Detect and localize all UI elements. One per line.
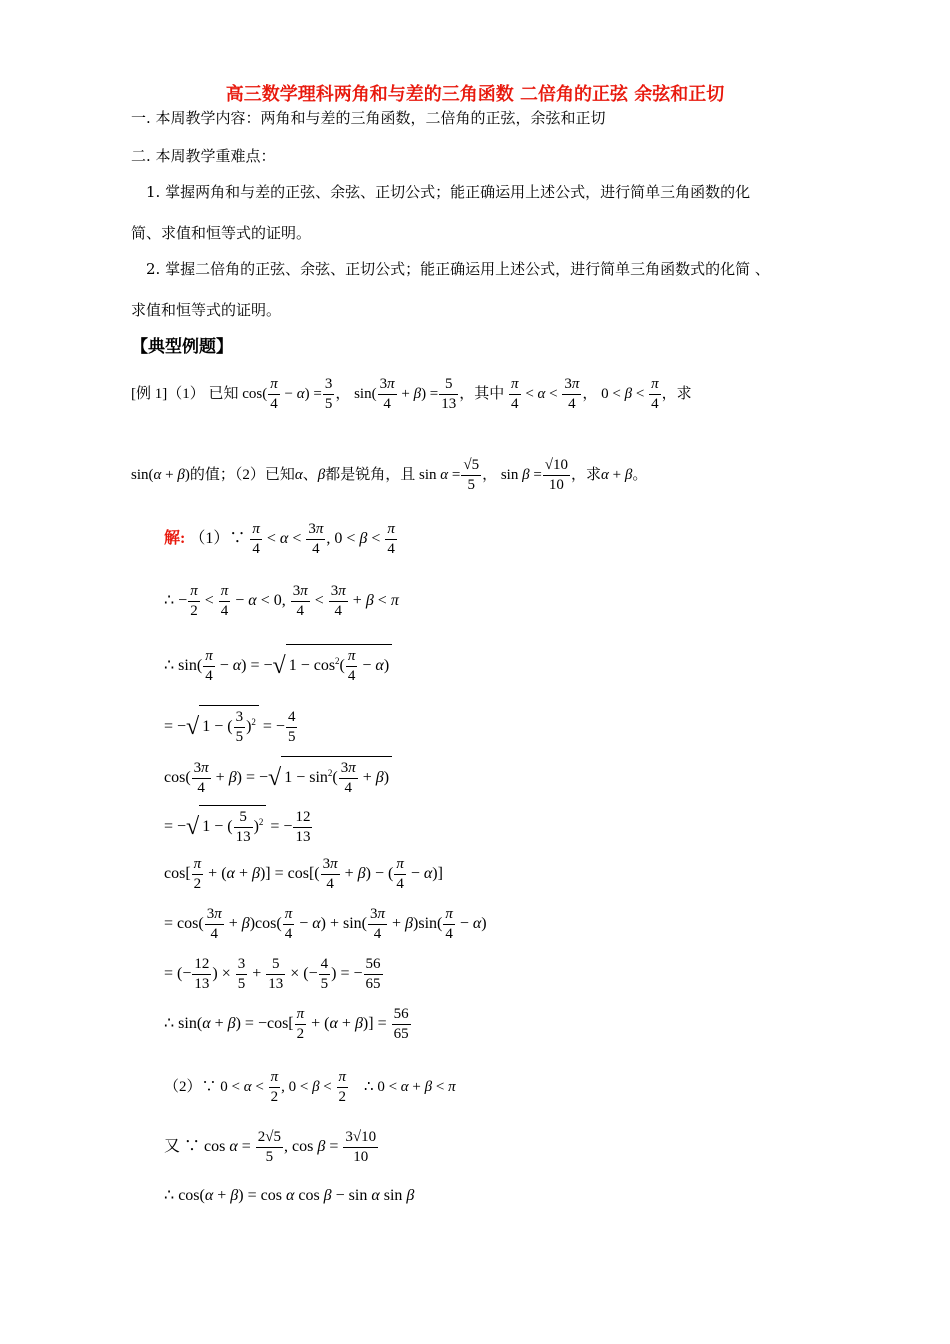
- solution-step-8: = cos( $\frac{3\pi}{4}$ + β)cos( $\frac{\pi}{4}$ − α) + sin( $\frac{3\pi}{4}$ + β)sin( $\frac{\pi}{4}$ − α): [164, 906, 487, 942]
- example-1-value-of: 的值；（2）已知: [189, 466, 295, 483]
- example-1-where: ，其中: [459, 385, 505, 402]
- example-1-find: ，求: [571, 466, 602, 483]
- section-teaching-content: 一. 本周教学内容：两角和与差的三角函数，二倍角的正弦，余弦和正切: [131, 109, 606, 127]
- key-point-2-line-1: 2. 掌握二倍角的正弦、余弦、正切公式；能正确运用上述公式，进行简单三角函数式的化简 、: [146, 260, 770, 278]
- solution-step-10: ∴ sin(α + β) = −cos[ $\frac{\pi}{2}$ + (α + β)] = $\frac{56}{65}$: [164, 1006, 409, 1042]
- solution-step-5: cos( $\frac{3\pi}{4}$ + β) = −√ $1 - \sin^2$( $\frac{3\pi}{4}$ + β): [164, 756, 392, 798]
- example-1-ask: ，求: [661, 385, 692, 402]
- solution-step-2: ∴ − $\frac{\pi}{2}$ < $\frac{\pi}{4}$ − α < 0, $\frac{3\pi}{4}$ < $\frac{3\pi}{4}$ + β < π: [164, 583, 399, 619]
- solution-part-1-label: （1）∵: [189, 530, 246, 548]
- solution-step-7: cos[ $\frac{\pi}{2}$ + (α + β)] = cos[( $\frac{3\pi}{4}$ + β) − ( $\frac{\pi}{4}$ − α)]: [164, 856, 443, 892]
- solution-part-2-step-1: （2）∵ 0 < α < $\frac{\pi}{2}$ , 0 < β < $\frac{\pi}{2}$ ∴ 0 < α + β < π: [164, 1069, 456, 1105]
- example-1-given: [例 1]（1） 已知 cos( $\frac{\pi}{4}$ − α) = $\frac{3}{5}$ ， sin( $\frac{3\pi}{4}$ + β) = $\frac{5}{13}$ ，其中 $\frac{\pi}{4}$ < α < $\frac{3\pi}{4}$ ， 0 < β < $\frac{\pi}{4}$ ，求: [131, 376, 692, 412]
- solution-also-label: 又 ∵: [164, 1138, 201, 1156]
- examples-heading: 【典型例题】: [131, 337, 233, 357]
- solution-step-9: = (− $\frac{12}{13}$ ) × $\frac{3}{5}$ + $\frac{5}{13}$ × (− $\frac{4}{5}$ ) = − $\frac{56}{65}$: [164, 956, 381, 992]
- solution-step-1: 解: （1）∵ $\frac{\pi}{4}$ < α < $\frac{3\pi}{4}$ , 0 < β < $\frac{\pi}{4}$: [164, 521, 395, 557]
- solution-part-2-step-3: ∴ cos(α + β) = cos α cos β − sin α sin β: [164, 1187, 415, 1204]
- example-1-question: sin(α + β)的值；（2）已知α、β都是锐角，且 sin α = $\frac{√5}{5}$ ， sin β = $\frac{√10}{10}$ ，求α + β。: [131, 457, 648, 493]
- solution-therefore-label: ∴: [164, 1187, 175, 1204]
- solution-step-4: = −√ 1 − ( $\frac{3}{5}$ )$^2$ = − $\frac{4}{5}$: [164, 705, 298, 747]
- solution-label: 解:: [164, 530, 186, 548]
- section-key-points: 二. 本周教学重难点：: [131, 147, 276, 165]
- document-title: 高三数学理科两角和与差的三角函数 二倍角的正弦 余弦和正切: [225, 84, 725, 105]
- key-point-1-line-1: 1. 掌握两角和与差的正弦、余弦、正切公式；能正确运用上述公式，进行简单三角函数的化: [146, 183, 751, 201]
- example-1-acute: 都是锐角，且: [325, 466, 416, 483]
- example-1-label: [例 1]（1） 已知: [131, 385, 239, 402]
- solution-step-6: = −√ 1 − ( $\frac{5}{13}$ )$^2$ = − $\frac{12}{13}$: [164, 805, 313, 847]
- solution-part-2-step-2: 又 ∵ cos α = $\frac{2√5}{5}$ , cos β = $\frac{3√10}{10}$: [164, 1129, 377, 1165]
- solution-part-2-label: （2）∵: [164, 1078, 217, 1095]
- example-1-end: 。: [632, 466, 648, 483]
- key-point-2-line-2: 求值和恒等式的证明。: [131, 301, 282, 319]
- solution-step-3: ∴ sin( $\frac{\pi}{4}$ − α) = −√ $1 - \cos^2$( $\frac{\pi}{4}$ − α): [164, 644, 392, 686]
- key-point-1-line-2: 简、求值和恒等式的证明。: [131, 224, 312, 242]
